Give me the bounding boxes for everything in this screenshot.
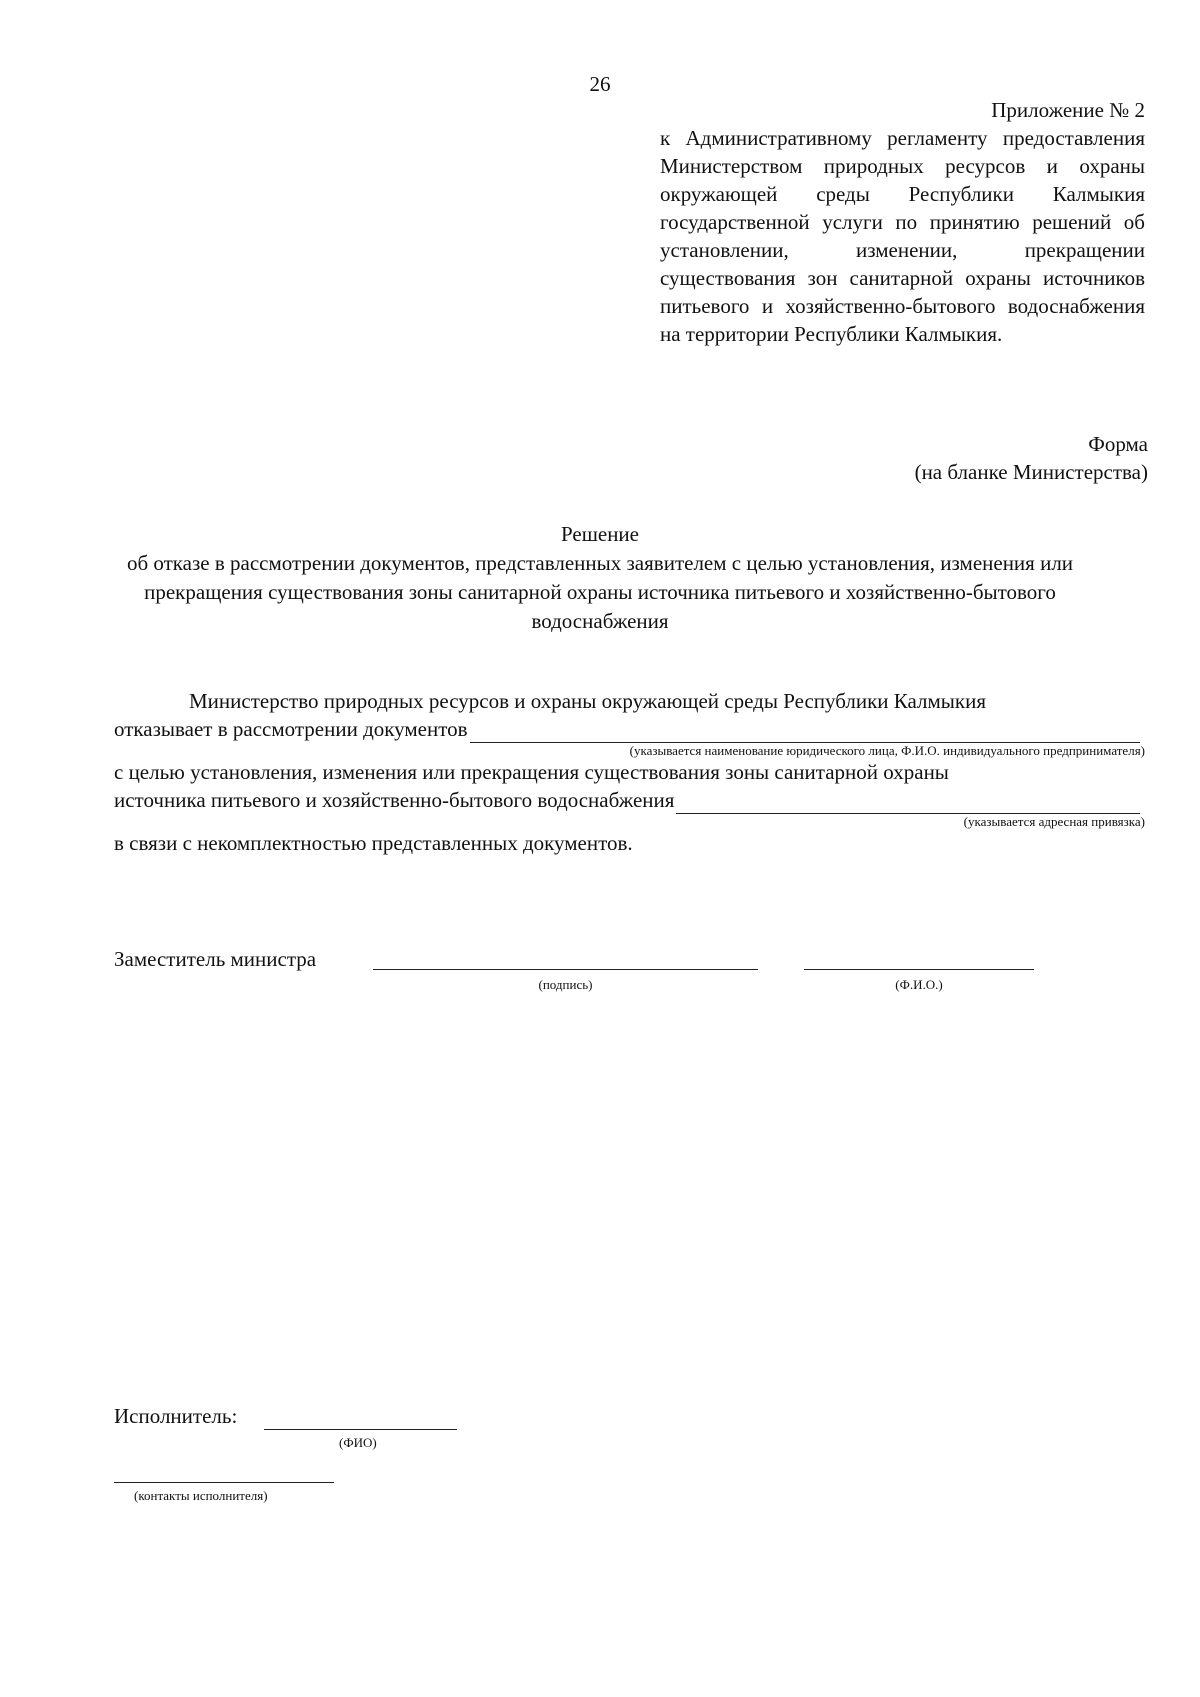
executor-fio-hint: (ФИО) [339, 1435, 377, 1450]
body-paragraph-1-end: отказывает в рассмотрении документов [114, 717, 468, 741]
annex-block [660, 96, 1145, 348]
annex-body: к Административному регламенту предоставления Министерством природных ресурсов и охраны окружающей среды Республики Калмыкия государственной услуги по принятию решений об установлении, изменении, прекращении существования зон санитарной охраны источников питьевого и хозяйственно-бытового водоснабжения на территории Республики Калмыкия. [660, 126, 1145, 346]
executor-fio-field[interactable] [264, 1404, 457, 1430]
decision-title: Решение [560, 522, 639, 546]
body-paragraph-1: Министерство природных ресурсов и охраны окружающей среды Республики Калмыкия [189, 689, 987, 713]
body-paragraph-2-end: источника питьевого и хозяйственно-бытового водоснабжения [114, 788, 675, 812]
form-label: Форма [1088, 432, 1148, 456]
body-block [114, 687, 1145, 857]
contacts-hint: (контакты исполнителя) [134, 1488, 268, 1503]
applicant-hint: (указывается наименование юридического лица, Ф.И.О. индивидуального предпринимателя) [629, 743, 1145, 758]
form-note: (на бланке Министерства) [914, 460, 1148, 484]
address-line [114, 786, 1145, 814]
name-field[interactable] [804, 947, 1034, 970]
signature-field[interactable] [373, 947, 758, 970]
address-hint: (указывается адресная привязка) [963, 814, 1145, 829]
decision-subtitle: об отказе в рассмотрении документов, представленных заявителем с целью установления, изменения или прекращения существования зоны санитарной охраны источника питьевого и хозяйственно-бытового водоснабжения [126, 551, 1074, 633]
body-paragraph-3: в связи с некомплектностью представленных документов. [114, 831, 633, 855]
signature-hint: (подпись) [538, 977, 593, 992]
executor-label: Исполнитель: [114, 1404, 238, 1428]
signature-row [114, 947, 1114, 1007]
applicant-line [114, 715, 1145, 743]
executor-row [114, 1404, 377, 1450]
annex-title: Приложение № 2 [991, 98, 1145, 122]
page-number: 26 [589, 72, 611, 96]
signature-label: Заместитель министра [114, 947, 317, 971]
name-hint: (Ф.И.О.) [895, 977, 943, 992]
contacts-field[interactable] [114, 1482, 334, 1483]
address-field[interactable] [676, 791, 1140, 814]
form-label-block [748, 430, 1148, 486]
body-paragraph-2: с целью установления, изменения или прекращения существования зоны санитарной охраны [114, 760, 949, 784]
applicant-name-field[interactable] [470, 720, 1140, 743]
